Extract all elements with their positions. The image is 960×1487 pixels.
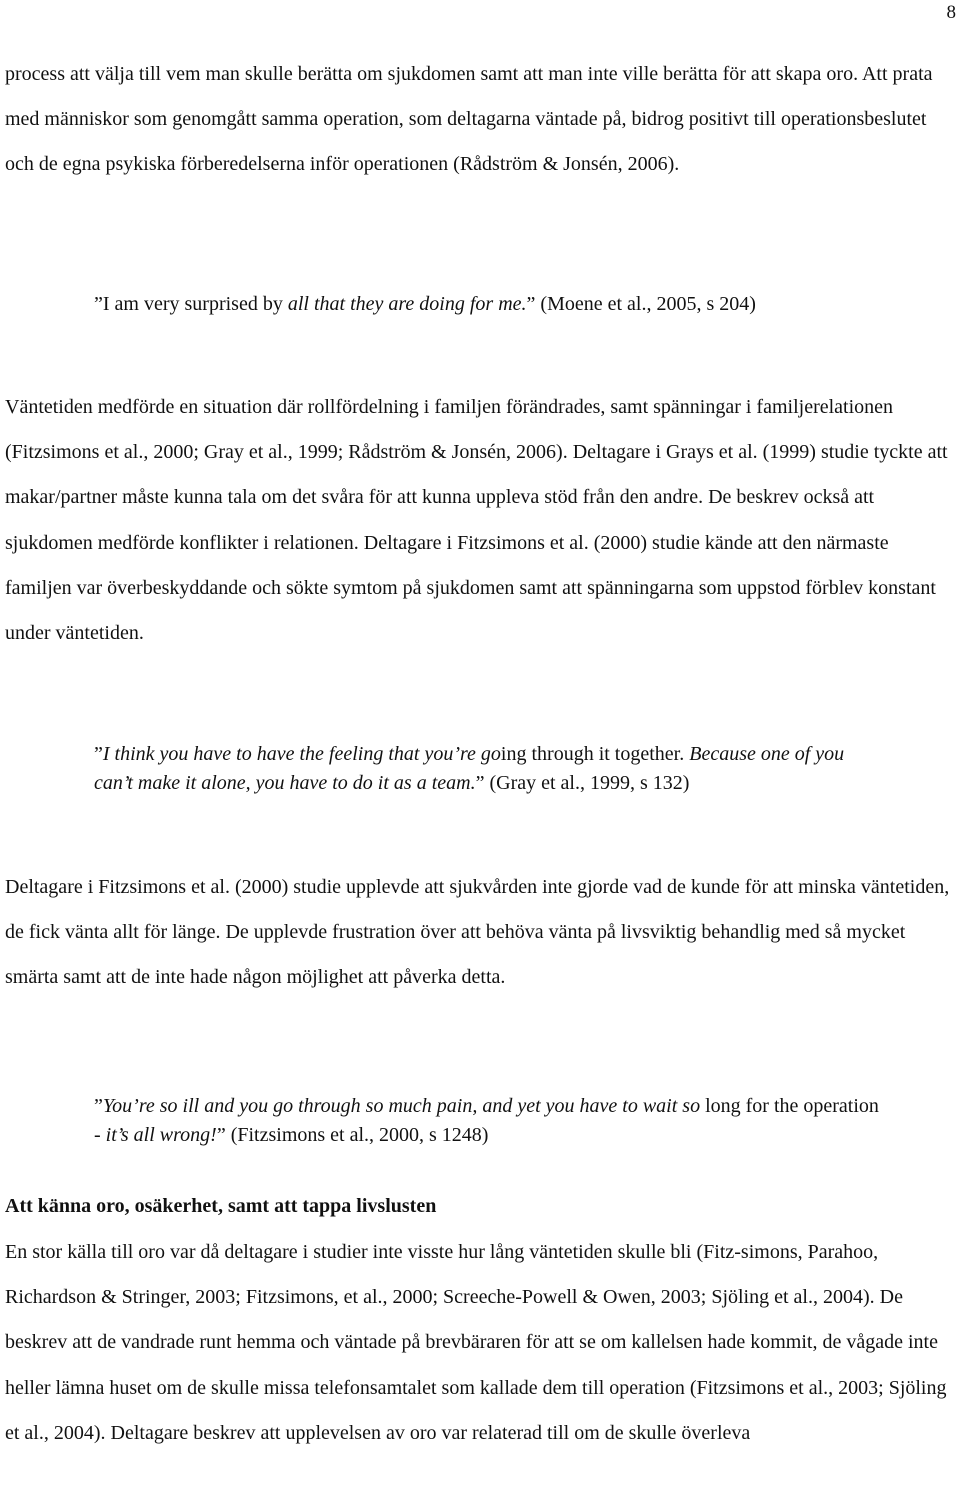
quote-open-mark: ” <box>94 1095 103 1117</box>
quote-italic-text: I think you have to have the feeling that you’re go <box>102 743 501 765</box>
quote-italic-text: all that they are doing for me. <box>287 293 527 315</box>
quote-text: ing through it together. <box>500 743 690 765</box>
quote-open-mark: ” <box>94 743 103 765</box>
quote-italic-text: Because one of you can’t make it alone, you have to do it as a team. <box>94 743 845 794</box>
quote-close-mark: ” <box>216 1124 226 1146</box>
quote-citation: (Moene et al., 2005, s 204) <box>535 293 756 315</box>
paragraph-3: Deltagare i Fitzsimons et al. (2000) studie upplevde att sjukvården inte gjorde vad de kunde för att minska väntetiden, de fick vänta allt för länge. De upplevde frustration över att behöva vänta på livsviktig behandlig med så mycket smärta samt att de inte hade någon möjlighet att påverka detta. <box>5 876 950 989</box>
quote-italic-text: it’s all wrong! <box>105 1124 217 1146</box>
quote-citation: (Fitzsimons et al., 2000, s 1248) <box>225 1124 489 1146</box>
quote-citation: (Gray et al., 1999, s 132) <box>484 772 690 794</box>
quote-open-mark: ” <box>94 293 103 315</box>
quote-italic-text: You’re so ill and you go through so much pain, and yet you have to wait so <box>102 1095 701 1117</box>
block-quote-1 <box>94 290 884 319</box>
page-number: 8 <box>946 2 956 23</box>
section-heading: Att känna oro, osäkerhet, samt att tappa livslusten <box>5 1195 437 1217</box>
paragraph-1: process att välja till vem man skulle berätta om sjukdomen samt att man inte ville berätta för att skapa oro. Att prata med människor som genomgått samma operation, som deltagarna väntade på, bidrog positivt till operationsbeslutet och de egna psykiska förberedelserna inför operationen (Rådström & Jonsén, 2006). <box>5 63 933 176</box>
block-quote-2 <box>94 740 884 798</box>
quote-text: I am very surprised by <box>102 293 288 315</box>
paragraph-2: Väntetiden medförde en situation där rollfördelning i familjen förändrades, samt spänningar i familjerelationen (Fitzsimons et al., 2000; Gray et al., 1999; Rådström & Jonsén, 2006). Deltagare i Grays et al. (1999) studie tyckte att makar/partner måste kunna tala om det svåra för att kunna uppleva stöd från den andre. De beskrev också att sjukdomen medförde konflikter i relationen. Deltagare i Fitzsimons et al. (2000) studie kände att den närmaste familjen var överbeskyddande och sökte symtom på sjukdomen samt att spänningarna som uppstod förblev konstant under väntetiden. <box>5 396 948 645</box>
quote-close-mark: ” <box>475 772 485 794</box>
quote-close-mark: ” <box>526 293 536 315</box>
block-quote-3 <box>94 1092 884 1150</box>
paragraph-4: En stor källa till oro var då deltagare i studier inte visste hur lång väntetiden skulle bli (Fitz-simons, Parahoo, Richardson & Stringer, 2003; Fitzsimons, et al., 2000; Screeche-Powell & Owen, 2003; Sjöling et al., 2004). De beskrev att de vandrade runt hemma och väntade på brevbäraren för att se om kallelsen hade kommit, de vågade inte heller lämna huset om de skulle missa telefonsamtalet som kallade dem till operation (Fitzsimons et al., 2003; Sjöling et al., 2004). Deltagare beskrev att upplevelsen av oro var relaterad till om de skulle överleva <box>5 1241 947 1444</box>
quote-text: long for the operation - <box>94 1095 879 1146</box>
